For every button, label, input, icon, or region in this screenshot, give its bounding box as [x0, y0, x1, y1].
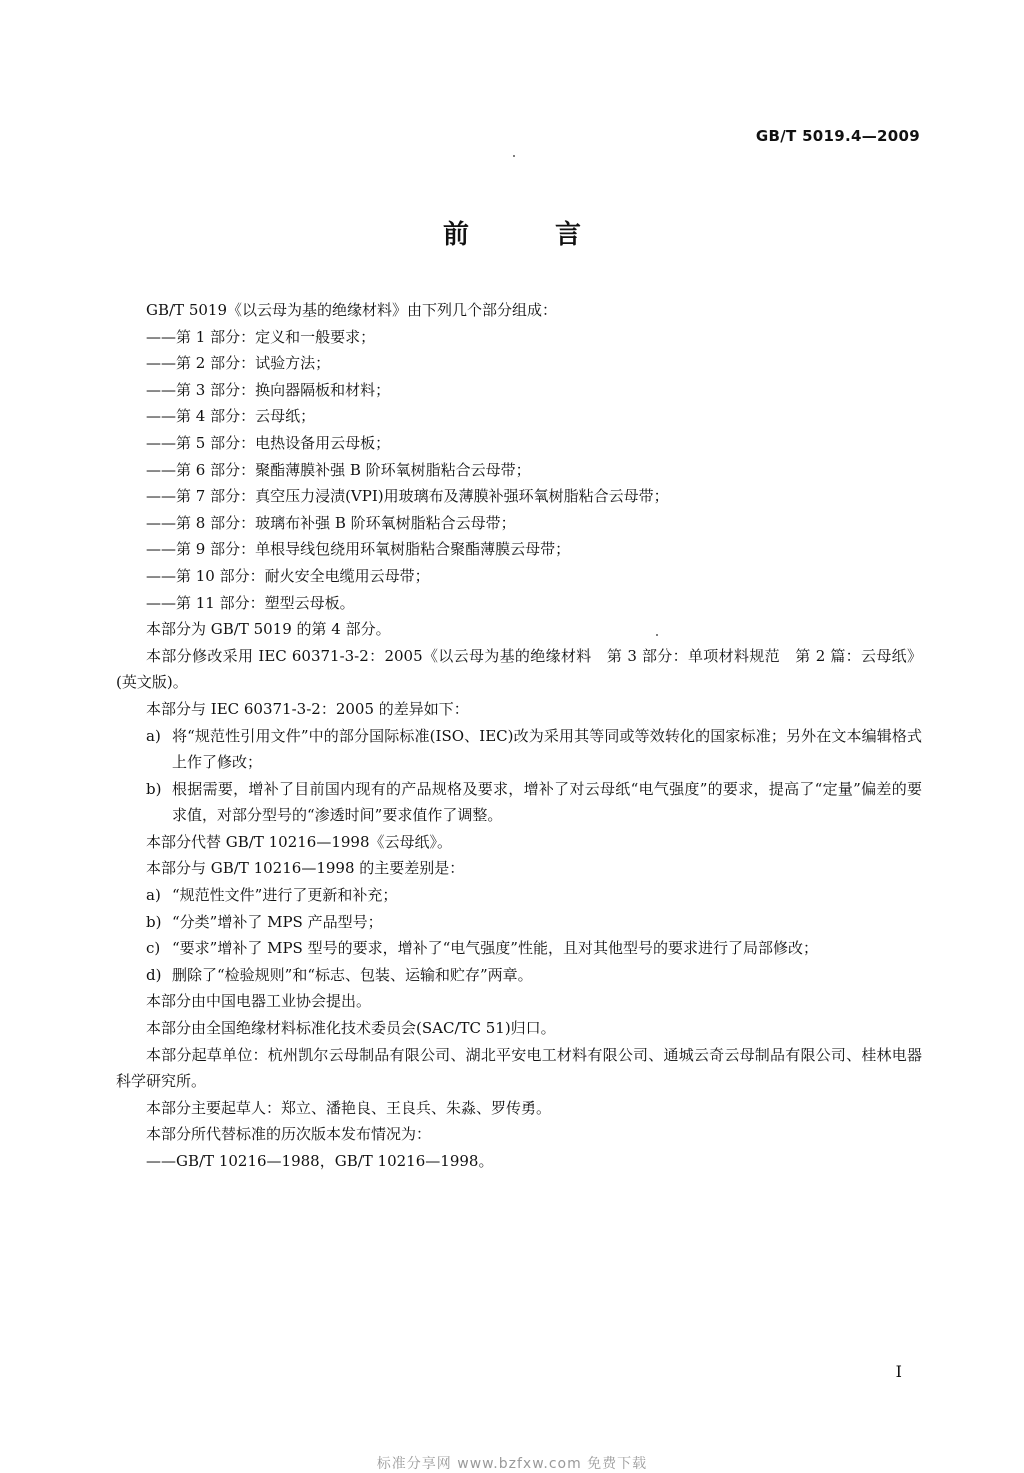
part-list-item: ——第 11 部分：塑型云母板。 — [146, 593, 355, 612]
item-marker: c) — [146, 939, 161, 958]
standard-code: GB/T 5019.4—2009 — [755, 127, 920, 145]
foreword-body — [116, 297, 922, 1175]
centralized-by-paragraph: 本部分由全国绝缘材料标准化技术委员会(SAC/TC 51)归口。 — [146, 1019, 556, 1038]
intro-paragraph: GB/T 5019《以云母为基的绝缘材料》由下列几个部分组成： — [146, 301, 558, 319]
iec-differences-intro: 本部分与 IEC 60371-3-2：2005 的差异如下： — [146, 699, 469, 718]
old-difference-item — [116, 909, 922, 936]
item-text: 删除了“检验规则”和“标志、包装、运输和贮存”两章。 — [172, 965, 533, 984]
history-intro-paragraph: 本部分所代替标准的历次版本发布情况为： — [146, 1125, 432, 1144]
drafters-paragraph: 本部分主要起草人：郑立、潘艳良、王良兵、朱淼、罗传勇。 — [146, 1098, 552, 1117]
page-number: I — [895, 1362, 902, 1381]
item-text: “要求”增补了 MPS 型号的要求，增补了“电气强度”性能，且对其他型号的要求进行了局部修改； — [172, 939, 818, 958]
item-text: “规范性文件”进行了更新和补充； — [172, 886, 398, 905]
part-list-item: ——第 4 部分：云母纸； — [146, 407, 316, 426]
item-marker: d) — [146, 965, 162, 984]
footer-watermark: 标准分享网 www.bzfxw.com 免费下载 — [376, 1456, 648, 1472]
part-list-item: ——第 10 部分：耐火安全电缆用云母带； — [146, 566, 430, 585]
part-list-item: ——第 5 部分：电热设备用云母板； — [146, 433, 391, 452]
item-marker: a) — [146, 726, 161, 745]
iec-difference-item — [116, 776, 922, 829]
part-list-item: ——第 3 部分：换向器隔板和材料； — [146, 380, 391, 399]
item-text: “分类”增补了 MPS 产品型号； — [172, 912, 383, 931]
part-list-item: ——第 2 部分：试验方法； — [146, 354, 331, 373]
old-differences-intro: 本部分与 GB/T 10216—1998 的主要差别是： — [146, 859, 465, 878]
part-list-item: ——第 8 部分：玻璃布补强 B 阶环氧树脂粘合云母带； — [146, 513, 516, 532]
item-text: 将“规范性引用文件”中的部分国际标准(ISO、IEC)改为采用其等同或等效转化的国家标准；另外在文本编辑格式上作了修改； — [172, 726, 922, 772]
page-title: 前 言 — [442, 220, 611, 250]
modification-paragraph: 本部分修改采用 IEC 60371-3-2：2005《以云母为基的绝缘材料 第 3 部分：单项材料规范 第 2 篇：云母纸》(英文版)。 — [116, 646, 922, 692]
history-item: ——GB/T 10216—1988，GB/T 10216—1998。 — [146, 1152, 494, 1170]
part-list-item: ——第 9 部分：单根导线包绕用环氧树脂粘合聚酯薄膜云母带； — [146, 540, 571, 559]
old-difference-item — [116, 935, 922, 962]
replacement-paragraph: 本部分代替 GB/T 10216—1998《云母纸》。 — [146, 832, 452, 851]
item-marker: b) — [146, 779, 162, 798]
part-list-item: ——第 1 部分：定义和一般要求； — [146, 327, 376, 346]
scan-speck — [656, 634, 658, 636]
old-difference-item — [116, 962, 922, 989]
part-of-paragraph: 本部分为 GB/T 5019 的第 4 部分。 — [146, 620, 391, 639]
drafting-units-paragraph: 本部分起草单位：杭州凯尔云母制品有限公司、湖北平安电工材料有限公司、通城云奇云母制品有限公司、桂林电器科学研究所。 — [116, 1045, 922, 1091]
old-difference-item — [116, 882, 922, 909]
proposed-by-paragraph: 本部分由中国电器工业协会提出。 — [146, 992, 372, 1011]
scan-speck — [513, 155, 515, 157]
part-list-item: ——第 6 部分：聚酯薄膜补强 B 阶环氧树脂粘合云母带； — [146, 460, 531, 479]
part-list-item: ——第 7 部分：真空压力浸渍(VPI)用玻璃布及薄膜补强环氧树脂粘合云母带； — [146, 487, 669, 506]
item-marker: a) — [146, 886, 161, 905]
item-marker: b) — [146, 912, 162, 931]
item-text: 根据需要，增补了目前国内现有的产品规格及要求，增补了对云母纸“电气强度”的要求，提高了“定量”偏差的要求值，对部分型号的“渗透时间”要求值作了调整。 — [172, 779, 922, 825]
iec-difference-item — [116, 723, 922, 776]
